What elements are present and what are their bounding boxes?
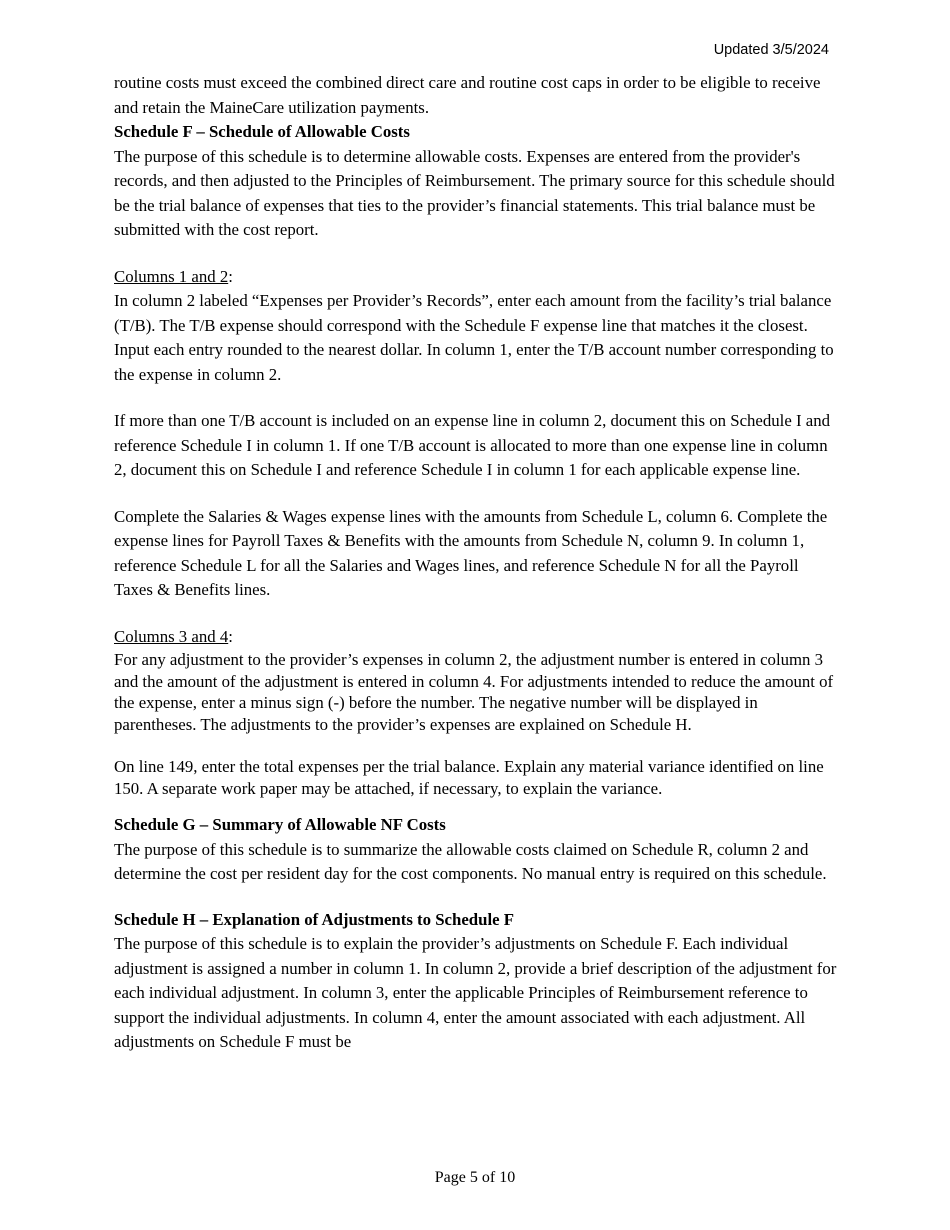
schedule-f-heading: Schedule F – Schedule of Allowable Costs [114,122,410,141]
columns-3-4-heading [114,625,840,650]
columns-1-2-heading [114,265,840,290]
spacer [114,603,840,625]
columns-1-2-colon: : [228,266,233,286]
intro-paragraph: routine costs must exceed the combined direct care and routine cost caps in order to be eligible to receive and retain the MaineCare utilization payments. [114,73,821,117]
spacer [114,735,840,756]
schedule-f-purpose: The purpose of this schedule is to determine allowable costs. Expenses are entered from the provider's records, and then adjusted to the Principles of Reimbursement. The primary source for this schedule should be the trial balance of expenses that ties to the provider’s financial statements. This trial balance must be submitted with the cost report. [114,146,835,239]
columns-3-4-paragraph-1: For any adjustment to the provider’s expenses in column 2, the adjustment number is entered in column 3 and the amount of the adjustment is entered in column 4. For adjustments intended to reduce the amount of the expense, enter a minus sign (-) before the number. The negative number will be displayed in parentheses. The adjustments to the provider’s expenses are explained on Schedule H. [114,650,834,734]
updated-date: Updated 3/5/2024 [713,42,829,58]
schedule-g-text: The purpose of this schedule is to summarize the allowable costs claimed on Schedule R, column 2 and determine the cost per resident day for the cost components. No manual entry is required on this schedule. [114,839,827,883]
columns-1-2-label: Columns 1 and 2 [114,266,229,286]
spacer [114,799,840,813]
schedule-h-heading: Schedule H – Explanation of Adjustments to Schedule F [114,909,515,929]
spacer [114,243,840,265]
columns-1-2-paragraph-1: In column 2 labeled “Expenses per Provider’s Records”, enter each amount from the facility’s trial balance (T/B). The T/B expense should correspond with the Schedule F expense line that matches it the closest. Input each entry rounded to the nearest dollar. In column 1, enter the T/B account number corresponding to the expense in column 2. [114,291,834,384]
columns-1-2-paragraph-2: If more than one T/B account is included on an expense line in column 2, document this on Schedule I and reference Schedule I in column 1. If one T/B account is allocated to more than one expense line in column 2, document this on Schedule I and reference Schedule I in column 1 for each applicable expense line. [114,411,830,479]
columns-3-4-colon: : [228,626,233,646]
schedule-h-text: The purpose of this schedule is to explain the provider’s adjustments on Schedule F. Each individual adjustment is assigned a number in column 1. In column 2, provide a brief description of the adjustment for each individual adjustment. In column 3, enter the applicable Principles of Reimbursement reference to support the individual adjustments. In column 4, enter the amount associated with each adjustment. All adjustments on Schedule F must be [114,934,837,1051]
document-body [114,71,840,1055]
columns-1-2-paragraph-3: Complete the Salaries & Wages expense lines with the amounts from Schedule L, column 6. Complete the expense lines for Payroll Taxes & Benefits with the amounts from Schedule N, column 9. In column 1, reference Schedule L for all the Salaries and Wages lines, and reference Schedule N for all the Payroll Taxes & Benefits lines. [114,506,828,599]
page-number: Page 5 of 10 [434,1169,516,1186]
columns-3-4-paragraph-2: On line 149, enter the total expenses per the trial balance. Explain any material variance identified on line 150. A separate work paper may be attached, if necessary, to explain the variance. [114,757,824,798]
schedule-g-heading: Schedule G – Summary of Allowable NF Costs [114,815,446,834]
spacer [114,483,840,505]
columns-3-4-label: Columns 3 and 4 [114,626,229,646]
spacer [114,387,840,409]
spacer [114,887,840,908]
